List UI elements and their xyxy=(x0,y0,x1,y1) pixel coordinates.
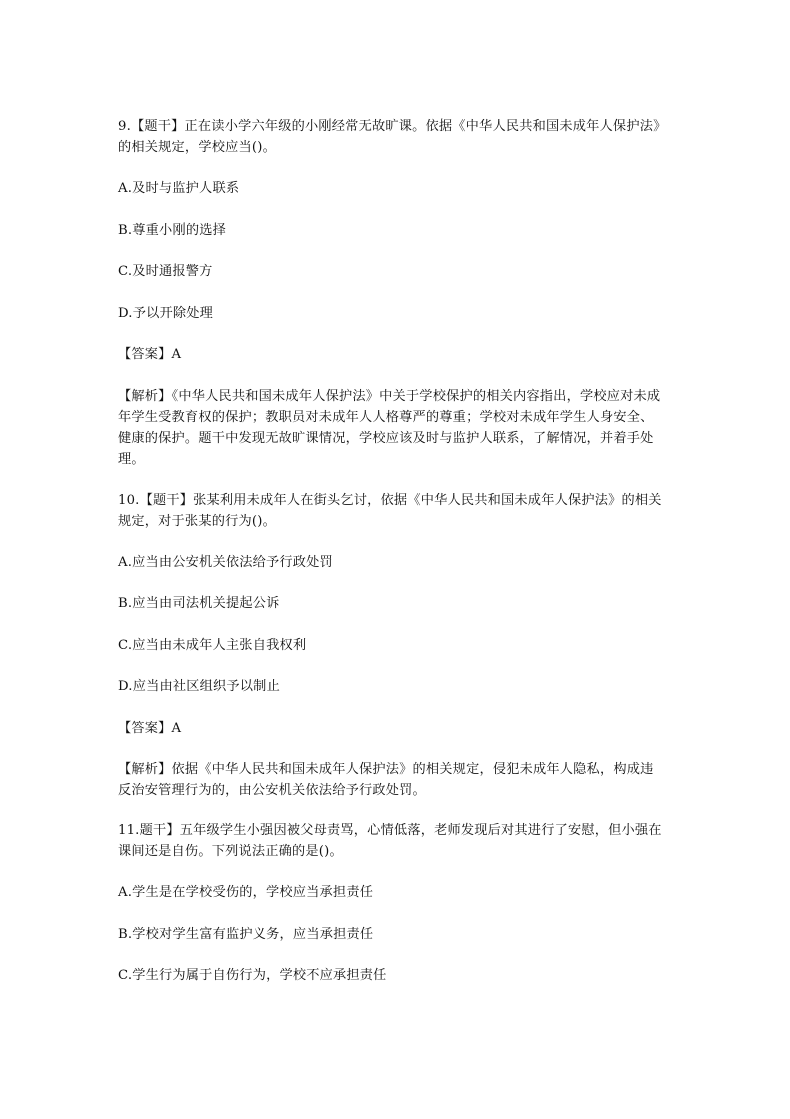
question-9-option-d: D.予以开除处理 xyxy=(118,305,214,321)
question-9-stem: 9.【题干】正在读小学六年级的小刚经常无故旷课。依据《中华人民共和国未成年人保护法》的相关规定，学校应当()。 xyxy=(118,119,660,155)
question-9-option-a: A.及时与监护人联系 xyxy=(118,181,240,196)
question-10-option-b: B.应当由司法机关提起公诉 xyxy=(118,596,280,611)
question-9-option-c: C.及时通报警方 xyxy=(118,264,213,279)
question-10-option-d: D.应当由社区组织予以制止 xyxy=(118,679,280,694)
document-page xyxy=(118,116,666,1007)
question-11-option-b: B.学校对学生富有监护义务，应当承担责任 xyxy=(118,926,374,942)
question-11-option-a: A.学生是在学校受伤的，学校应当承担责任 xyxy=(118,885,374,900)
question-11-option-c: C.学生行为属于自伤行为，学校不应承担责任 xyxy=(118,968,387,983)
question-10-option-c: C.应当由未成年人主张自我权利 xyxy=(118,637,307,653)
question-10-analysis: 【解析】依据《中华人民共和国未成年人保护法》的相关规定，侵犯未成年人隐私，构成违反治安管理行为的，由公安机关依法给予行政处罚。 xyxy=(118,762,654,798)
question-10-option-a: A.应当由公安机关依法给予行政处罚 xyxy=(118,554,333,570)
question-9-analysis: 【解析】《中华人民共和国未成年人保护法》中关于学校保护的相关内容指出，学校应对未成年学生受教育权的保护；教职员对未成年人人格尊严的尊重；学校对未成年学生人身安全、健康的保护。题干中发现无故旷课情况，学校应该及时与监护人联系，了解情况，并着手处理。 xyxy=(118,388,661,467)
question-9-option-b: B.尊重小刚的选择 xyxy=(118,222,226,238)
question-11-stem: 11.题干】五年级学生小强因被父母责骂，心情低落，老师发现后对其进行了安慰，但小强在课间还是自伤。下列说法正确的是()。 xyxy=(118,823,662,859)
question-9-answer: 【答案】A xyxy=(118,347,182,362)
question-10-answer: 【答案】A xyxy=(118,720,182,736)
question-10-stem: 10.【题干】张某利用未成年人在街头乞讨，依据《中华人民共和国未成年人保护法》的相关规定，对于张某的行为()。 xyxy=(118,492,662,529)
